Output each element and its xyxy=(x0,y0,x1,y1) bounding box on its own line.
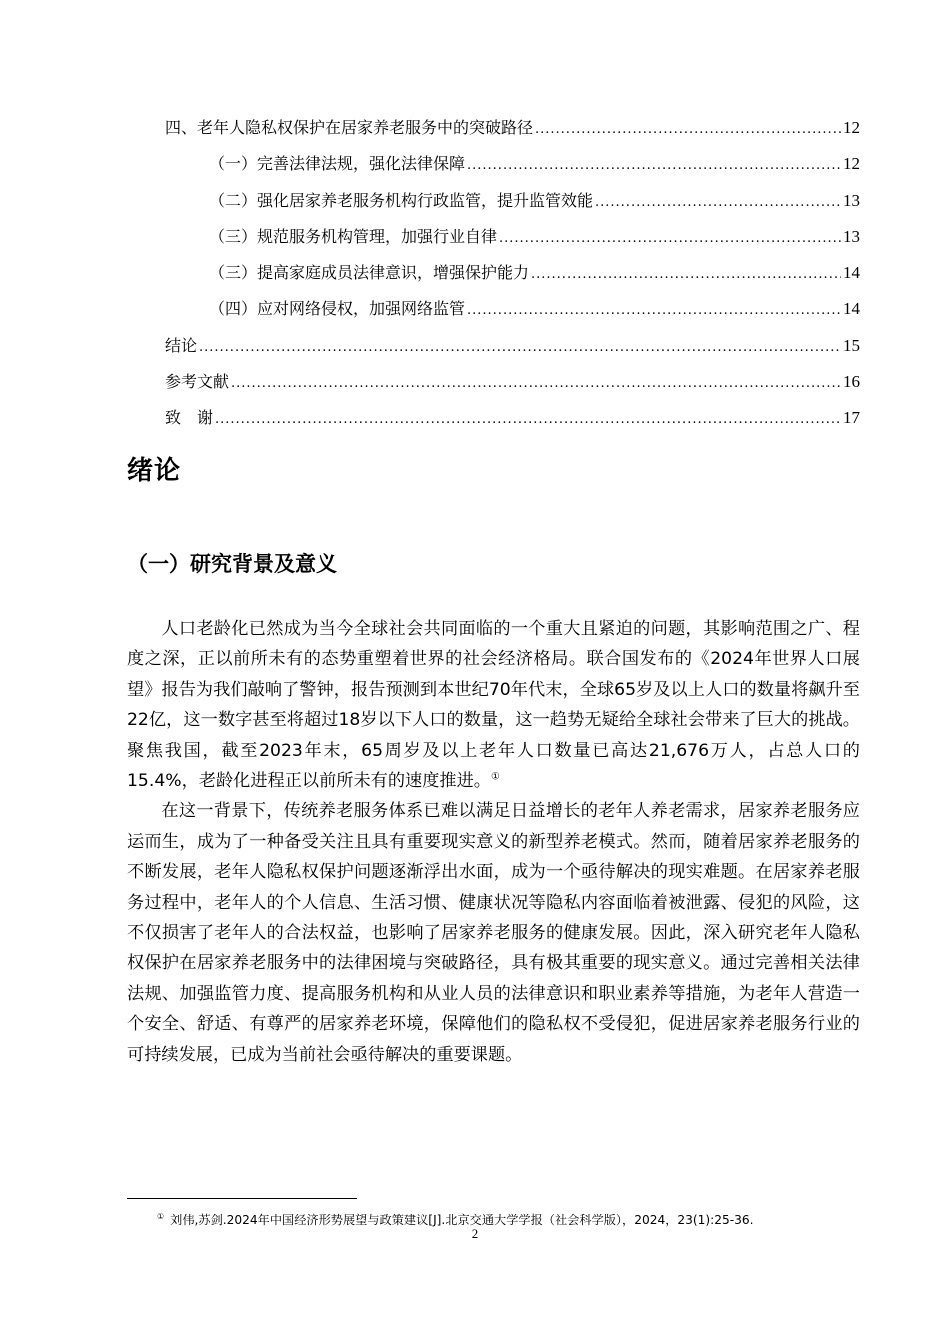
toc-leader-dots xyxy=(535,116,841,144)
toc-entry[interactable] xyxy=(165,295,860,331)
paragraph xyxy=(127,796,860,1070)
toc-leader-dots xyxy=(231,370,841,398)
toc-leader-dots xyxy=(595,189,841,217)
toc-entry[interactable] xyxy=(165,223,860,259)
toc-entry-page: 12 xyxy=(843,154,860,174)
toc-entry[interactable] xyxy=(165,404,860,440)
toc-entry-page: 15 xyxy=(843,335,860,355)
paragraph xyxy=(127,614,860,796)
chapter-heading: 绪论 xyxy=(127,456,182,486)
toc-entry-title: （三）规范服务机构管理，加强行业自律 xyxy=(209,226,498,246)
toc-entry-title: （四）应对网络侵权，加强网络监管 xyxy=(209,299,466,319)
toc-entry-title: （一）完善法律法规，强化法律保障 xyxy=(209,154,466,174)
toc-entry-page: 13 xyxy=(843,226,860,246)
toc-entry-page: 13 xyxy=(843,190,860,210)
toc-entry[interactable] xyxy=(165,114,860,150)
footnote-reference[interactable]: ① xyxy=(490,771,500,783)
toc-entry-title: 四、老年人隐私权保护在居家养老服务中的突破路径 xyxy=(165,118,534,137)
toc-entry-page: 14 xyxy=(843,263,860,283)
footnote-mark: ① xyxy=(157,1211,165,1221)
section-heading: （一）研究背景及意义 xyxy=(127,552,337,576)
paragraph-text: 人口老龄化已然成为当今全球社会共同面临的一个重大且紧迫的问题，其影响范围之广、程度之深，正以前所未有的态势重塑着世界的社会经济格局。联合国发布的《2024年世界人口展望》报告为我们敲响了警钟，报告预测到本世纪70年代末，全球65岁及以上人口的数量将飙升至22亿，这一数字甚至将超过18岁以下人口的数量，这一趋势无疑给全球社会带来了巨大的挑战。聚焦我国，截至2023年末，65周岁及以上老年人口数量已高达21,676万人，占总人口的15.4%，老龄化进程正以前所未有的速度推进。 xyxy=(127,619,860,792)
toc-entry-page: 17 xyxy=(843,408,860,428)
toc-entry-title: 致 谢 xyxy=(165,408,214,428)
toc-entry[interactable] xyxy=(165,332,860,368)
body-text xyxy=(127,614,860,1070)
toc-entry-page: 16 xyxy=(843,372,860,392)
toc-leader-dots xyxy=(215,406,841,434)
toc-leader-dots xyxy=(467,297,841,325)
paragraph-text: 在这一背景下，传统养老服务体系已难以满足日益增长的老年人养老需求，居家养老服务应运而生，成为了一种备受关注且具有重要现实意义的新型养老模式。然而，随着居家养老服务的不断发展，老年人隐私权保护问题逐渐浮出水面，成为一个亟待解决的现实难题。在居家养老服务过程中，老年人的个人信息、生活习惯、健康状况等隐私内容面临着被泄露、侵犯的风险，这不仅损害了老年人的合法权益，也影响了居家养老服务的健康发展。因此，深入研究老年人隐私权保护在居家养老服务中的法律困境与突破路径，具有极其重要的现实意义。通过完善相关法律法规、加强监管力度、提高服务机构和从业人员的法律意识和职业素养等措施，为老年人营造一个安全、舒适、有尊严的居家养老环境，保障他们的隐私权不受侵犯，促进居家养老服务行业的可持续发展，已成为当前社会亟待解决的重要课题。 xyxy=(127,801,860,1065)
footnote-text: 刘伟,苏剑.2024年中国经济形势展望与政策建议[J].北京交通大学学报（社会科学版），2024，23(1):25-36. xyxy=(170,1213,754,1227)
toc-entry[interactable] xyxy=(165,187,860,223)
table-of-contents xyxy=(165,114,860,441)
toc-entry-title: 结论 xyxy=(165,335,198,355)
toc-entry-title: （二）强化居家养老服务机构行政监管，提升监管效能 xyxy=(209,190,594,210)
footnote-separator xyxy=(127,1198,357,1199)
toc-entry-title: （三）提高家庭成员法律意识，增强保护能力 xyxy=(209,263,530,283)
toc-entry[interactable] xyxy=(165,150,860,186)
toc-leader-dots xyxy=(467,152,841,180)
toc-entry-page: 14 xyxy=(843,299,860,319)
toc-leader-dots xyxy=(199,334,841,362)
toc-entry[interactable] xyxy=(165,259,860,295)
toc-leader-dots xyxy=(531,261,841,289)
toc-leader-dots xyxy=(499,225,841,253)
toc-entry-title: 参考文献 xyxy=(165,372,230,392)
toc-entry-page: 12 xyxy=(843,118,860,137)
page-number: 2 xyxy=(471,1226,479,1241)
toc-entry[interactable] xyxy=(165,368,860,404)
